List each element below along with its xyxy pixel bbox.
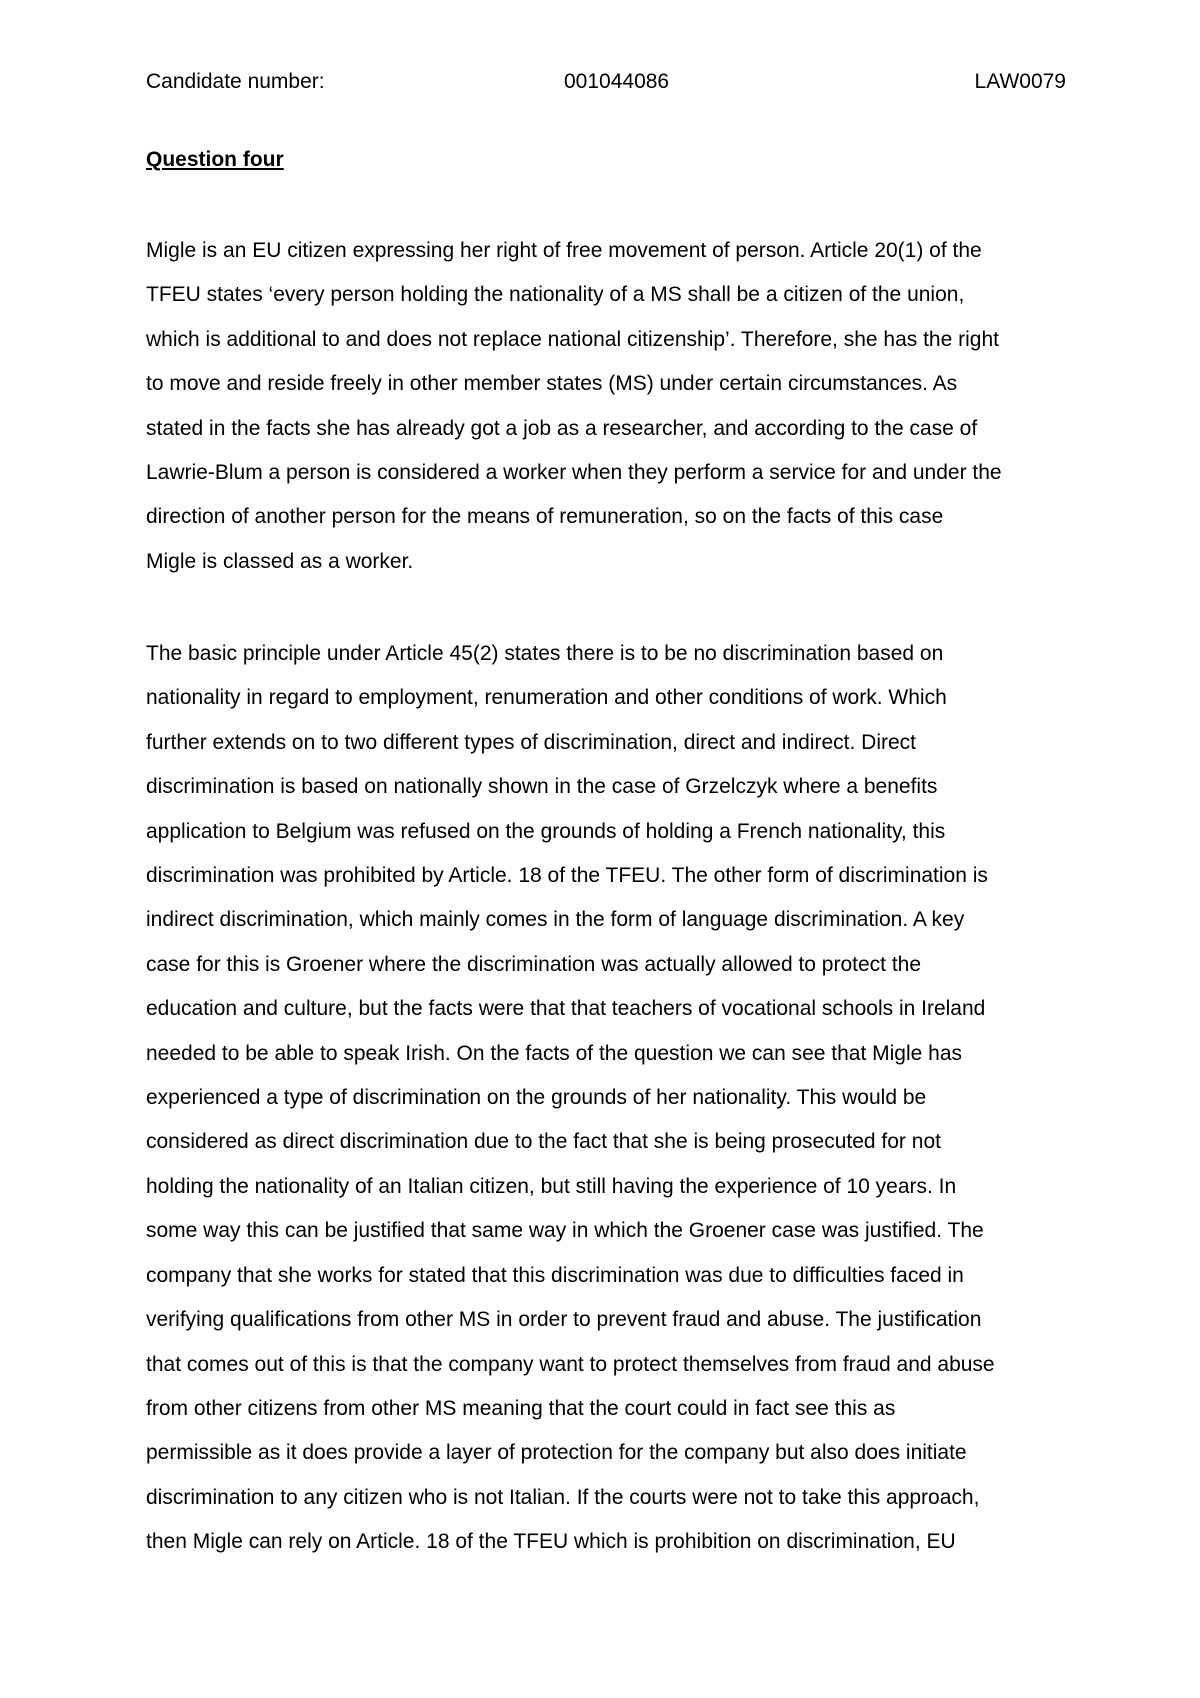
text-line: verifying qualifications from other MS in order to prevent fraud and abuse. The justification bbox=[146, 1308, 982, 1332]
paragraph-2 bbox=[146, 632, 1066, 1565]
module-code: LAW0079 bbox=[974, 70, 1066, 93]
text-line: company that she works for stated that this discrimination was due to difficulties faced in bbox=[146, 1263, 964, 1287]
text-line: Migle is an EU citizen expressing her right of free movement of person. Article 20(1) of the bbox=[146, 239, 982, 262]
text-line: Lawrie-Blum a person is considered a worker when they perform a service for and under the bbox=[146, 461, 1002, 485]
text-line: further extends on to two different types of discrimination, direct and indirect. Direct bbox=[146, 730, 916, 754]
text-line: The basic principle under Article 45(2) states there is to be no discrimination based on bbox=[146, 642, 944, 665]
candidate-label: Candidate number: bbox=[146, 70, 325, 93]
page-header bbox=[146, 70, 1066, 106]
text-line: education and culture, but the facts were that that teachers of vocational schools in Ireland bbox=[146, 997, 986, 1021]
text-line: discrimination is based on nationally shown in the case of Grzelczyk where a benefits bbox=[146, 775, 938, 799]
text-line: direction of another person for the means of remuneration, so on the facts of this case bbox=[146, 505, 944, 529]
text-line: holding the nationality of an Italian citizen, but still having the experience of 10 years. In bbox=[146, 1174, 957, 1198]
text-line: nationality in regard to employment, renumeration and other conditions of work. Which bbox=[146, 686, 947, 710]
text-line: Migle is classed as a worker. bbox=[146, 549, 414, 573]
text-line: case for this is Groener where the discrimination was actually allowed to protect the bbox=[146, 952, 922, 976]
document-page bbox=[146, 0, 1066, 1698]
question-title: Question four bbox=[146, 148, 284, 171]
text-line: needed to be able to speak Irish. On the facts of the question we can see that Migle has bbox=[146, 1041, 963, 1065]
text-line: permissible as it does provide a layer of protection for the company but also does initiate bbox=[146, 1441, 967, 1465]
candidate-number: 001044086 bbox=[564, 70, 670, 93]
text-line: that comes out of this is that the company want to protect themselves from fraud and abuse bbox=[146, 1352, 995, 1376]
text-line: considered as direct discrimination due to the fact that she is being prosecuted for not bbox=[146, 1130, 941, 1154]
text-line: then Migle can rely on Article. 18 of the TFEU which is prohibition on discrimination, EU bbox=[146, 1530, 956, 1554]
text-line: discrimination to any citizen who is not Italian. If the courts were not to take this approach, bbox=[146, 1485, 980, 1509]
text-line: stated in the facts she has already got a job as a researcher, and according to the case of bbox=[146, 416, 978, 440]
text-line: application to Belgium was refused on the grounds of holding a French nationality, this bbox=[146, 819, 946, 843]
paragraph-1 bbox=[146, 229, 1066, 584]
text-line: indirect discrimination, which mainly comes in the form of language discrimination. A key bbox=[146, 908, 965, 932]
text-line: to move and reside freely in other member states (MS) under certain circumstances. As bbox=[146, 372, 958, 396]
text-line: TFEU states ‘every person holding the nationality of a MS shall be a citizen of the union, bbox=[146, 283, 965, 307]
text-line: which is additional to and does not replace national citizenship’. Therefore, she has the right bbox=[146, 327, 999, 351]
text-line: experienced a type of discrimination on the grounds of her nationality. This would be bbox=[146, 1086, 927, 1110]
text-line: discrimination was prohibited by Article. 18 of the TFEU. The other form of discrimination is bbox=[146, 864, 988, 888]
text-line: some way this can be justified that same way in which the Groener case was justified. The bbox=[146, 1219, 984, 1243]
text-line: from other citizens from other MS meaning that the court could in fact see this as bbox=[146, 1396, 896, 1420]
